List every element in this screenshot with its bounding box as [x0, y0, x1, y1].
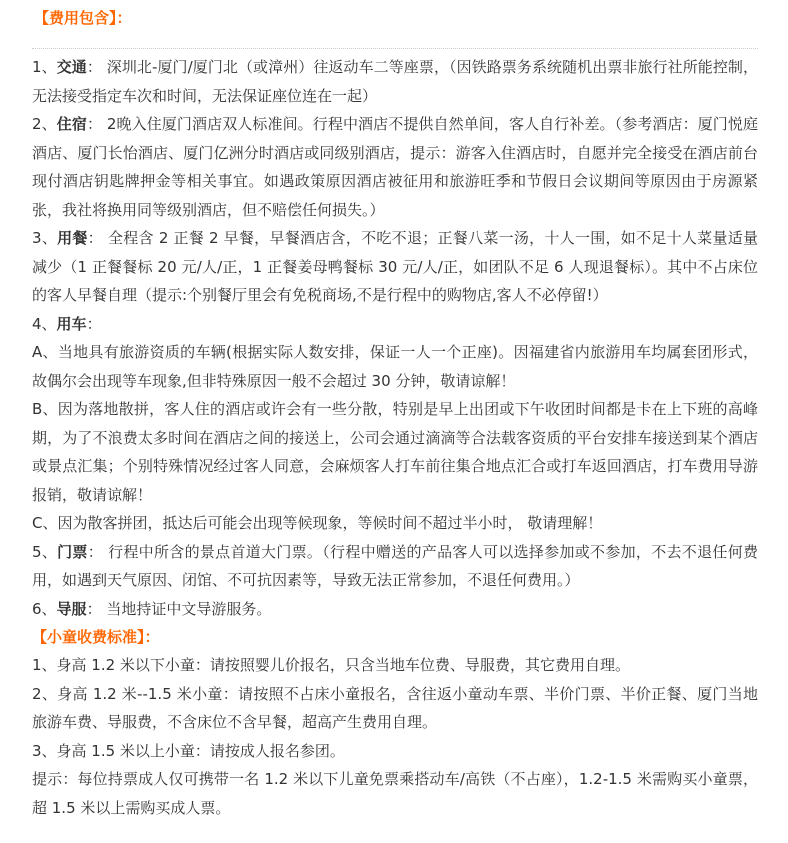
- fee-item-text-vehicle: ：: [86, 314, 102, 333]
- fee-item-prefix: 1、: [32, 58, 57, 76]
- section-divider: [32, 48, 758, 49]
- fee-item-text-guide: ： 当地持证中文导游服务。: [86, 599, 272, 618]
- child-fees-title: 【小童收费标准】：: [32, 628, 160, 646]
- child-fee-item-3: 3、身高 1.5 米以上小童：请按成人报名参团。: [32, 741, 345, 760]
- fee-item-prefix: 2、: [32, 115, 57, 133]
- fee-item-guide: [32, 595, 758, 624]
- fees-included-title: 【费用包含】：: [34, 9, 132, 27]
- fee-item-label-guide: 导服: [56, 599, 87, 618]
- fee-item-label-transport: 交通: [56, 58, 87, 76]
- fee-item-text-meals: ： 全程含 2 正餐 2 早餐，早餐酒店含，不吃不退；正餐八菜一汤，十人一围，如不足十人菜量适量减少（1 正餐餐标 20 元/人/正，1 正餐姜母鸭餐标 30 元/人/正，如团队不足 6 人现退餐标）。其中不占床位的客人早餐自理（提示:个别餐厅里会有免税商场,不是行程中的购物店,客人不必停留!）: [32, 229, 759, 304]
- fee-item-label-lodging: 住宿: [56, 115, 87, 133]
- fee-item-transport: [32, 53, 758, 110]
- child-fee-item-2: 2、身高 1.2 米--1.5 米小童：请按照不占床小童报名，含往返小童动车票、半价门票、半价正餐、厦门当地旅游车费、导服费，不含床位不含早餐，超高产生费用自理。: [32, 684, 758, 731]
- vehicle-note-c: C、因为散客拼团，抵达后可能会出现等候现象，等候时间不超过半小时， 敬请理解！: [32, 514, 603, 532]
- fee-item-text-tickets: ： 行程中所含的景点首道大门票。（行程中赠送的产品客人可以选择参加或不参加，不去不退任何费用，如遇到天气原因、闭馆、不可抗因素等，导致无法正常参加，不退任何费用。）: [32, 542, 758, 589]
- fee-item-text-lodging: ： 2晚入住厦门酒店双人标准间。行程中酒店不提供自然单间，客人自行补差。（参考酒店：厦门悦庭酒店、厦门长怡酒店、厦门亿洲分时酒店或同级别酒店，提示：游客入住酒店时，自愿并完全接受在酒店前台现付酒店钥匙牌押金等相关事宜。如遇政策原因酒店被征用和旅游旺季和节假日会议期间等原因由于房源紧张，我社将换用同等级别酒店，但不赔偿任何损失。）: [32, 115, 758, 219]
- child-fee-tip: 提示：每位持票成人仅可携带一名 1.2 米以下儿童免票乘搭动车/高铁（不占座），1.2-1.5 米需购买小童票，超 1.5 米以上需购买成人票。: [32, 770, 758, 817]
- fee-item-lodging: [32, 110, 758, 224]
- child-fee-item-1: 1、身高 1.2 米以下小童：请按照婴儿价报名，只含当地车位费、导服费，其它费用自理。: [32, 656, 630, 674]
- fee-item-prefix: 3、: [32, 229, 58, 247]
- fee-item-prefix: 4、: [32, 314, 57, 333]
- fee-item-vehicle: [32, 310, 758, 339]
- fee-item-prefix: 5、: [32, 542, 58, 561]
- vehicle-note-a: A、当地具有旅游资质的车辆(根据实际人数安排，保证一人一个正座)。因福建省内旅游用车均属套团形式，故偶尔会出现等车现象,但非特殊原因一般不会超过 30 分钟，敬请谅解！: [32, 343, 758, 390]
- fee-item-label-meals: 用餐: [57, 229, 88, 247]
- fee-item-label-tickets: 门票: [57, 542, 88, 561]
- fee-item-meals: [32, 224, 758, 310]
- fee-item-tickets: [32, 538, 758, 595]
- vehicle-note-b: B、因为落地散拼，客人住的酒店或许会有一些分散，特别是早上出团或下午收团时间都是卡在上下班的高峰期，为了不浪费太多时间在酒店之间的接送上，公司会通过滴滴等合法载客资质的平台安排车接送到某个酒店或景点汇集；个别特殊情况经过客人同意，会麻烦客人打车前往集合地点汇合或打车返回酒店，打车费用导游报销，敬请谅解！: [32, 400, 758, 504]
- fee-item-prefix: 6、: [32, 599, 57, 618]
- fee-item-text-transport: ： 深圳北-厦门/厦门北（或漳州）往返动车二等座票，（因铁路票务系统随机出票非旅行社所能控制，无法接受指定车次和时间，无法保证座位连在一起）: [32, 58, 758, 105]
- fee-item-label-vehicle: 用车: [56, 314, 87, 333]
